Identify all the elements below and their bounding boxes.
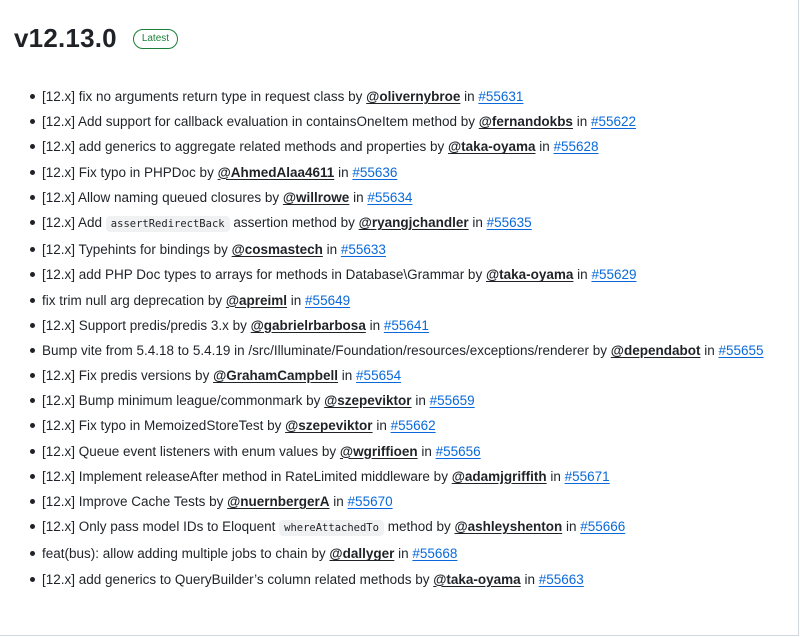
author-link[interactable]: @dallyger — [329, 546, 395, 562]
release-note-item — [30, 491, 790, 512]
author-link[interactable]: @wgriffioen — [339, 443, 418, 459]
note-text: in — [700, 342, 719, 358]
pull-request-link[interactable]: #55633 — [340, 242, 386, 258]
author-link[interactable]: @taka-oyama — [433, 571, 521, 587]
pull-request-link[interactable]: #55641 — [383, 317, 429, 333]
author-link[interactable]: @ryangjchandler — [358, 214, 469, 230]
release-notes-list — [30, 86, 790, 594]
release-note-item — [30, 340, 790, 361]
note-text: in — [520, 571, 539, 587]
note-text: method by — [383, 519, 455, 535]
note-text: in — [322, 242, 341, 258]
author-link[interactable]: @willrowe — [282, 189, 350, 205]
release-note-item — [30, 466, 790, 487]
note-text: [12.x] Fix predis versions by — [42, 368, 214, 384]
pull-request-link[interactable]: #55628 — [553, 139, 599, 155]
author-link[interactable]: @dependabot — [610, 342, 701, 358]
release-note-item — [30, 516, 790, 539]
author-link[interactable]: @apreiml — [225, 292, 288, 308]
note-text: [12.x] add generics to QueryBuilder’s column related methods by — [42, 571, 434, 587]
author-link[interactable]: @szepeviktor — [285, 418, 373, 434]
release-note-item — [30, 290, 790, 311]
author-link[interactable]: @fernandokbs — [478, 114, 573, 130]
release-note-item — [30, 365, 790, 386]
author-link[interactable]: @taka-oyama — [485, 267, 574, 283]
pull-request-link[interactable]: #55635 — [486, 214, 532, 230]
note-text: in — [394, 546, 413, 562]
author-link[interactable]: @taka-oyama — [448, 139, 536, 155]
note-text: in — [334, 164, 353, 180]
note-text: [12.x] Improve Cache Tests by — [42, 494, 228, 509]
note-text: in — [349, 189, 368, 205]
pull-request-link[interactable]: #55655 — [718, 342, 764, 358]
release-note-item — [30, 162, 790, 183]
note-text: assertion method by — [229, 214, 359, 230]
note-text: in — [468, 214, 487, 230]
release-note-item — [30, 441, 790, 462]
note-text: Bump vite from 5.4.18 to 5.4.19 in /src/Illuminate/Foundation/resources/exceptions/renderer by — [42, 342, 611, 358]
pull-request-link[interactable]: #55622 — [590, 114, 637, 130]
note-text: [12.x] Typehints for bindings by — [42, 242, 232, 258]
release-header — [14, 18, 178, 58]
author-link[interactable]: @adamjgriffith — [451, 468, 547, 484]
release-note-item — [30, 239, 790, 260]
pull-request-link[interactable]: #55671 — [564, 468, 610, 484]
release-note-item — [30, 264, 790, 285]
note-code: assertRedirectBack — [106, 216, 230, 232]
note-code: whereAttachedTo — [279, 520, 384, 536]
pull-request-link[interactable]: #55631 — [478, 89, 524, 104]
note-text: in — [417, 443, 436, 459]
note-text: in — [372, 418, 391, 434]
pull-request-link[interactable]: #55662 — [390, 418, 436, 434]
note-text: in — [338, 368, 357, 384]
author-link[interactable]: @AhmedAlaa4611 — [217, 164, 335, 180]
release-note-item — [30, 187, 790, 208]
note-text: fix trim null arg deprecation by — [42, 292, 226, 308]
note-text: in — [460, 89, 479, 104]
author-link[interactable]: @GrahamCampbell — [213, 368, 339, 384]
author-link[interactable]: @szepeviktor — [324, 393, 412, 409]
note-text: [12.x] Implement releaseAfter method in RateLimited middleware by — [42, 468, 452, 484]
pull-request-link[interactable]: #55666 — [580, 519, 626, 535]
release-note-item — [30, 390, 790, 411]
note-text: feat(bus): allow adding multiple jobs to chain by — [42, 546, 330, 562]
release-note-item — [30, 569, 790, 590]
note-text: [12.x] Fix typo in PHPDoc by — [42, 164, 218, 180]
pull-request-link[interactable]: #55634 — [367, 189, 413, 205]
note-text: [12.x] fix no arguments return type in request class by — [42, 89, 367, 104]
release-note-item — [30, 415, 790, 436]
author-link[interactable]: @gabrielrbarbosa — [250, 317, 366, 333]
release-note-item — [30, 86, 790, 107]
release-note-item — [30, 111, 790, 132]
note-text: in — [535, 139, 554, 155]
pull-request-link[interactable]: #55663 — [538, 571, 584, 587]
author-link[interactable]: @nuernbergerA — [227, 494, 330, 509]
release-note-item — [30, 543, 790, 564]
note-text: in — [572, 114, 591, 130]
pull-request-link[interactable]: #55670 — [347, 494, 393, 509]
author-link[interactable]: @ashleyshenton — [454, 519, 563, 535]
release-version-title[interactable]: v12.13.0 — [14, 23, 117, 53]
note-text: [12.x] Allow naming queued closures by — [42, 189, 283, 205]
pull-request-link[interactable]: #55659 — [429, 393, 475, 409]
note-text: in — [287, 292, 306, 308]
release-note-item — [30, 136, 790, 157]
note-text: [12.x] Add support for callback evaluation in containsOneItem method by — [42, 114, 479, 130]
note-text: in — [329, 494, 348, 509]
author-link[interactable]: @cosmastech — [231, 242, 323, 258]
note-text: in — [546, 468, 565, 484]
author-link[interactable]: @olivernybroe — [366, 89, 461, 104]
note-text: in — [365, 317, 384, 333]
note-text: [12.x] Add — [42, 214, 106, 230]
note-text: [12.x] Queue event listeners with enum values by — [42, 443, 340, 459]
note-text: [12.x] Fix typo in MemoizedStoreTest by — [42, 418, 286, 434]
note-text: in — [411, 393, 430, 409]
pull-request-link[interactable]: #55656 — [435, 443, 481, 459]
pull-request-link[interactable]: #55629 — [591, 267, 637, 283]
note-text: [12.x] Only pass model IDs to Eloquent — [42, 519, 280, 535]
note-text: [12.x] add generics to aggregate related methods and properties by — [42, 139, 449, 155]
pull-request-link[interactable]: #55649 — [305, 292, 351, 308]
release-note-item — [30, 212, 790, 235]
pull-request-link[interactable]: #55668 — [412, 546, 458, 562]
note-text: [12.x] Support predis/predis 3.x by — [42, 317, 251, 333]
latest-badge: Latest — [133, 29, 178, 49]
pull-request-link[interactable]: #55654 — [356, 368, 402, 384]
note-text: [12.x] add PHP Doc types to arrays for methods in Database\Grammar by — [42, 267, 486, 283]
pull-request-link[interactable]: #55636 — [352, 164, 398, 180]
note-text: in — [562, 519, 581, 535]
note-text: in — [573, 267, 592, 283]
note-text: [12.x] Bump minimum league/commonmark by — [42, 393, 325, 409]
release-note-item — [30, 315, 790, 336]
